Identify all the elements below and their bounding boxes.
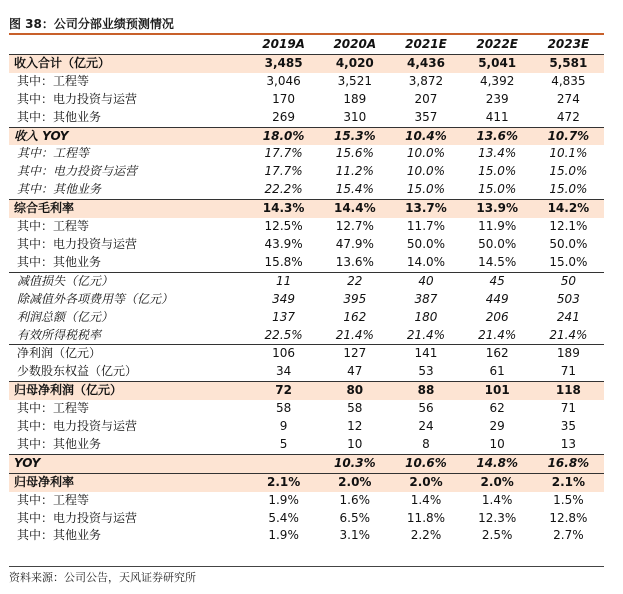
value-cell: 180 <box>414 309 438 324</box>
value-cell: 206 <box>485 309 509 324</box>
value-cell: 43.9% <box>264 236 303 251</box>
value-cell: 2.1% <box>533 473 604 491</box>
value-cell: 10.6% <box>390 454 461 473</box>
row-label: 其中：其他业务 <box>17 109 102 124</box>
value-cell: 12.1% <box>549 219 588 234</box>
table-row <box>9 272 604 290</box>
value-cell: 1.4% <box>481 492 513 507</box>
value-cell: 189 <box>533 345 604 363</box>
value-cell: 2.7% <box>553 528 584 543</box>
value-cell: 14.3% <box>248 200 319 218</box>
value-cell: 21.4% <box>478 327 517 342</box>
table-row <box>9 91 604 109</box>
value-cell: 11.7% <box>406 219 446 234</box>
table-row <box>9 327 604 345</box>
header-cell: 2021E <box>390 36 461 54</box>
value-cell: 1.9% <box>268 528 299 543</box>
row-label: 其中：电力投资与运营 <box>17 164 138 179</box>
value-cell: 349 <box>272 291 296 306</box>
value-cell <box>248 454 319 473</box>
value-cell: 13.6% <box>462 127 533 145</box>
value-cell: 5.4% <box>268 510 299 525</box>
value-cell: 472 <box>556 109 580 124</box>
value-cell: 50 <box>533 272 604 290</box>
value-cell: 10.7% <box>533 127 604 145</box>
value-cell: 162 <box>343 309 367 324</box>
row-label: 其中：工程等 <box>17 492 90 507</box>
table-row <box>9 73 604 91</box>
value-cell: 357 <box>414 109 438 124</box>
value-cell: 15.0% <box>549 254 588 269</box>
value-cell: 47.9% <box>335 236 374 251</box>
value-cell: 14.8% <box>462 454 533 473</box>
value-cell: 11.9% <box>478 219 517 234</box>
value-cell: 88 <box>390 382 461 400</box>
header-cell: 2019A <box>248 36 319 54</box>
value-cell: 9 <box>279 419 288 434</box>
value-cell: 15.0% <box>478 164 517 179</box>
value-cell: 1.6% <box>339 492 371 507</box>
figure-title: 图 38：公司分部业绩预测情况 <box>9 17 174 31</box>
value-cell: 106 <box>248 345 319 363</box>
row-label: 有效所得税税率 <box>17 327 102 342</box>
value-cell: 14.4% <box>319 200 390 218</box>
source-note: 资料来源：公司公告，天风证券研究所 <box>9 571 196 584</box>
table-row <box>9 291 604 309</box>
value-cell: 8 <box>422 436 430 451</box>
value-cell: 58 <box>347 401 363 416</box>
value-cell: 15.4% <box>335 182 374 197</box>
value-cell: 6.5% <box>339 510 371 525</box>
value-cell: 14.2% <box>533 200 604 218</box>
value-cell: 207 <box>414 91 438 106</box>
table-row <box>9 218 604 236</box>
value-cell: 34 <box>275 364 292 379</box>
table-row <box>9 181 604 199</box>
value-cell: 15.0% <box>406 182 446 197</box>
value-cell: 2.0% <box>390 473 461 491</box>
row-label: 利润总额（亿元） <box>17 309 114 324</box>
row-label: 其中：其他业务 <box>17 528 102 543</box>
value-cell: 13 <box>560 436 577 451</box>
value-cell: 12.3% <box>478 510 517 525</box>
row-label: 其中：电力投资与运营 <box>17 236 138 251</box>
table-row <box>9 127 604 145</box>
value-cell: 269 <box>272 109 296 124</box>
value-cell: 10 <box>347 436 363 451</box>
value-cell: 62 <box>489 401 505 416</box>
table-row <box>9 527 604 545</box>
value-cell: 10.4% <box>390 127 461 145</box>
row-label: 少数股东权益（亿元） <box>17 364 138 379</box>
value-cell: 4,020 <box>319 54 390 72</box>
table-row <box>9 145 604 163</box>
value-cell: 3,521 <box>337 73 372 88</box>
header-cell: 2020A <box>319 36 390 54</box>
value-cell: 5,581 <box>533 54 604 72</box>
value-cell: 53 <box>418 364 434 379</box>
row-label: 收入合计（亿元） <box>9 54 248 72</box>
value-cell: 10 <box>489 436 505 451</box>
table-body <box>9 54 604 545</box>
value-cell: 22.5% <box>264 327 303 342</box>
value-cell: 61 <box>489 364 505 379</box>
value-cell: 4,392 <box>479 73 515 88</box>
forecast-table <box>9 36 604 545</box>
value-cell: 239 <box>485 91 509 106</box>
value-cell: 2.0% <box>462 473 533 491</box>
value-cell: 14.5% <box>478 254 517 269</box>
value-cell: 22.2% <box>264 182 303 197</box>
table-row <box>9 236 604 254</box>
value-cell: 13.4% <box>478 146 517 161</box>
value-cell: 3,046 <box>266 73 301 88</box>
value-cell: 17.7% <box>264 146 303 161</box>
value-cell: 40 <box>390 272 461 290</box>
top-rule <box>9 33 604 35</box>
table-row <box>9 54 604 72</box>
value-cell: 1.4% <box>410 492 442 507</box>
value-cell: 241 <box>556 309 580 324</box>
value-cell: 503 <box>556 291 580 306</box>
value-cell: 71 <box>560 401 577 416</box>
value-cell: 56 <box>418 401 434 416</box>
value-cell: 101 <box>462 382 533 400</box>
value-cell: 58 <box>275 401 292 416</box>
value-cell: 15.0% <box>549 182 588 197</box>
value-cell: 162 <box>462 345 533 363</box>
value-cell: 29 <box>489 419 505 434</box>
row-label: 归母净利率 <box>9 473 248 491</box>
value-cell: 18.0% <box>248 127 319 145</box>
value-cell: 3,872 <box>408 73 444 88</box>
value-cell: 71 <box>560 364 577 379</box>
value-cell: 4,835 <box>551 73 586 88</box>
value-cell: 137 <box>272 309 296 324</box>
row-label: 其中：其他业务 <box>17 254 102 269</box>
table-row <box>9 309 604 327</box>
value-cell: 3,485 <box>248 54 319 72</box>
row-label: 其中：工程等 <box>17 219 90 234</box>
table-row <box>9 200 604 218</box>
value-cell: 21.4% <box>335 327 374 342</box>
table-row <box>9 454 604 473</box>
value-cell: 189 <box>343 91 367 106</box>
value-cell: 72 <box>248 382 319 400</box>
table-row <box>9 163 604 181</box>
value-cell: 2.1% <box>248 473 319 491</box>
value-cell: 141 <box>390 345 461 363</box>
table-row <box>9 473 604 491</box>
value-cell: 10.0% <box>406 164 446 179</box>
table-row <box>9 109 604 127</box>
row-label: 其中：电力投资与运营 <box>17 419 138 434</box>
value-cell: 16.8% <box>533 454 604 473</box>
row-label: 其中：工程等 <box>17 401 90 416</box>
row-label: 收入 YOY <box>9 127 248 145</box>
value-cell: 5,041 <box>462 54 533 72</box>
table-row <box>9 400 604 418</box>
value-cell: 17.7% <box>264 164 303 179</box>
value-cell: 127 <box>319 345 390 363</box>
value-cell: 1.5% <box>553 492 584 507</box>
value-cell: 47 <box>347 364 363 379</box>
value-cell: 12 <box>347 419 363 434</box>
value-cell: 11.2% <box>335 164 374 179</box>
table-row <box>9 510 604 528</box>
value-cell: 21.4% <box>549 327 588 342</box>
row-label: 其中：电力投资与运营 <box>17 510 138 525</box>
value-cell: 15.0% <box>549 164 588 179</box>
value-cell: 310 <box>343 109 367 124</box>
value-cell: 14.0% <box>406 254 446 269</box>
value-cell: 1.9% <box>268 492 299 507</box>
value-cell: 10.0% <box>406 146 446 161</box>
value-cell: 15.3% <box>319 127 390 145</box>
row-label: 减值损失（亿元） <box>9 272 248 290</box>
value-cell: 50.0% <box>478 236 517 251</box>
value-cell: 2.0% <box>319 473 390 491</box>
row-label: 其中：工程等 <box>17 73 90 88</box>
value-cell: 80 <box>319 382 390 400</box>
value-cell: 118 <box>533 382 604 400</box>
row-label: 其中：电力投资与运营 <box>17 91 138 106</box>
row-label: 除减值外各项费用等（亿元） <box>17 291 174 306</box>
value-cell: 10.3% <box>319 454 390 473</box>
value-cell: 22 <box>319 272 390 290</box>
value-cell: 3.1% <box>339 528 371 543</box>
row-label: 归母净利润（亿元） <box>9 382 248 400</box>
table-row <box>9 492 604 510</box>
row-label: YOY <box>9 454 248 473</box>
value-cell: 5 <box>279 436 288 451</box>
row-label: 净利润（亿元） <box>9 345 248 363</box>
value-cell: 13.9% <box>462 200 533 218</box>
value-cell: 274 <box>556 91 580 106</box>
value-cell: 15.6% <box>335 146 374 161</box>
value-cell: 50.0% <box>406 236 446 251</box>
value-cell: 13.7% <box>390 200 461 218</box>
header-cell <box>9 36 248 54</box>
table-row <box>9 436 604 454</box>
bottom-rule <box>9 566 604 567</box>
value-cell: 45 <box>462 272 533 290</box>
value-cell: 21.4% <box>406 327 446 342</box>
table-row <box>9 382 604 400</box>
value-cell: 50.0% <box>549 236 588 251</box>
value-cell: 12.8% <box>549 510 588 525</box>
value-cell: 2.5% <box>481 528 513 543</box>
value-cell: 170 <box>272 91 296 106</box>
table-row <box>9 345 604 363</box>
value-cell: 11.8% <box>406 510 446 525</box>
value-cell: 15.0% <box>478 182 517 197</box>
value-cell: 411 <box>485 109 509 124</box>
value-cell: 15.8% <box>264 254 303 269</box>
value-cell: 395 <box>343 291 367 306</box>
value-cell: 12.5% <box>264 219 303 234</box>
row-label: 其中：其他业务 <box>17 436 102 451</box>
header-row <box>9 36 604 54</box>
value-cell: 12.7% <box>335 219 374 234</box>
value-cell: 387 <box>414 291 438 306</box>
value-cell: 35 <box>560 419 577 434</box>
header-cell: 2022E <box>462 36 533 54</box>
value-cell: 11 <box>248 272 319 290</box>
value-cell: 10.1% <box>549 146 588 161</box>
row-label: 其中：其他业务 <box>17 182 102 197</box>
table-row <box>9 418 604 436</box>
value-cell: 4,436 <box>390 54 461 72</box>
value-cell: 24 <box>418 419 434 434</box>
value-cell: 2.2% <box>410 528 442 543</box>
value-cell: 449 <box>485 291 509 306</box>
row-label: 其中：工程等 <box>17 146 90 161</box>
value-cell: 13.6% <box>335 254 374 269</box>
row-label: 综合毛利率 <box>9 200 248 218</box>
table-row <box>9 254 604 272</box>
header-cell: 2023E <box>533 36 604 54</box>
table-row <box>9 363 604 381</box>
